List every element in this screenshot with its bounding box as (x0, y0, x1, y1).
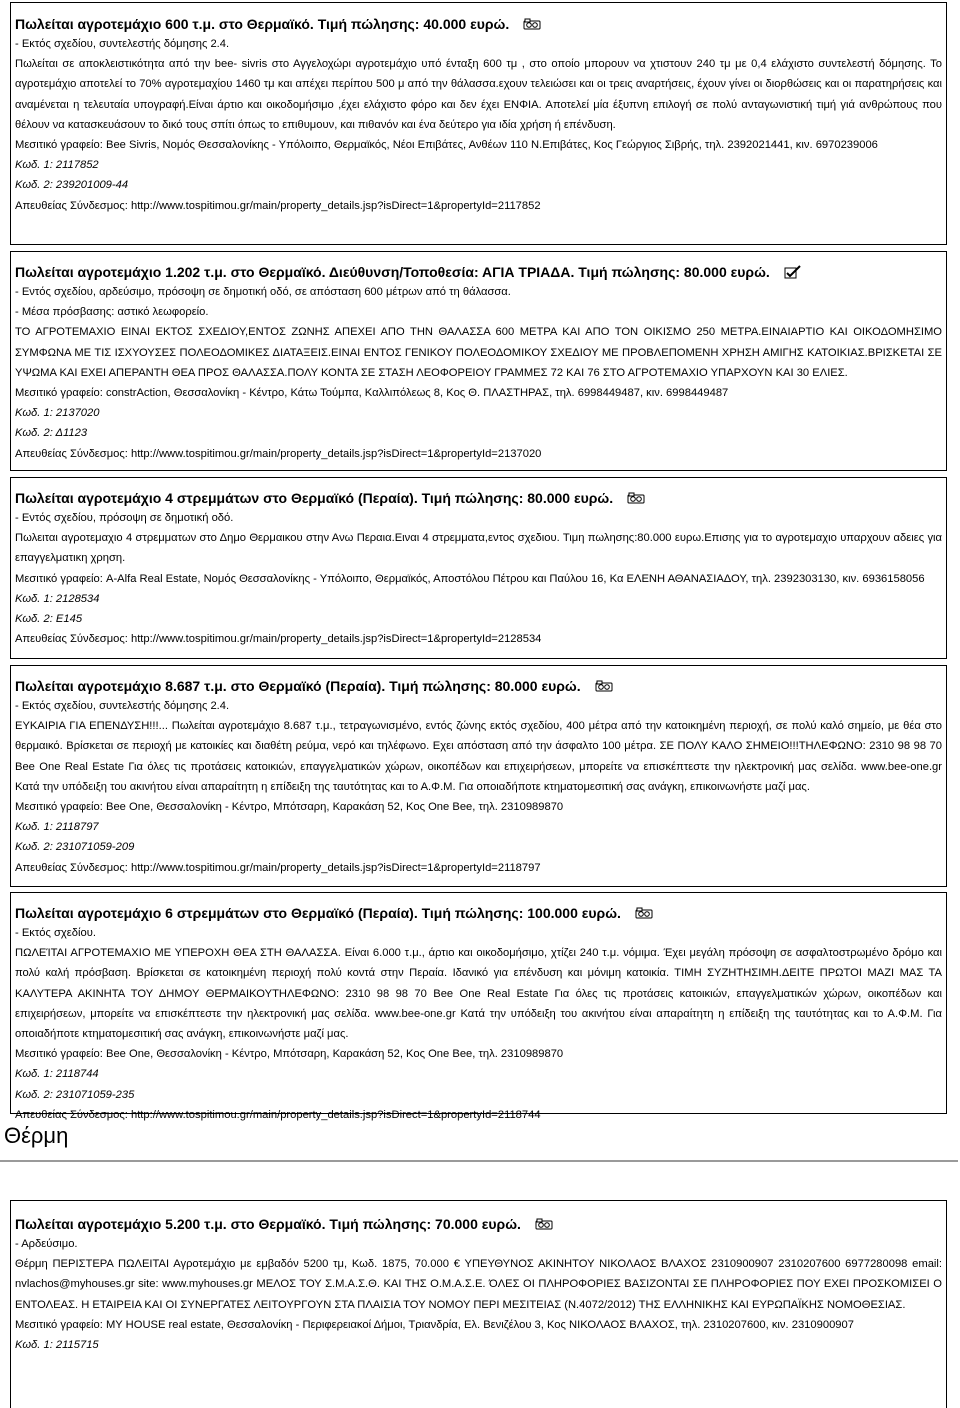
listing-link[interactable]: Απευθείας Σύνδεσμος: http://www.tospitimou.gr/main/property_details.jsp?isDirect=1&propertyId=2118797 (15, 861, 541, 874)
listing-feature: - Εντός σχεδίου, πρόσοψη σε δημοτική οδό. (15, 512, 234, 524)
listing-title-text: Πωλείται αγροτεμάχιο 5.200 τ.μ. στο Θερμαϊκό. Τιμή πώλησης: 70.000 ευρώ. (15, 1216, 521, 1232)
listing-description: Θέρμη ΠΕΡΙΣΤΕΡΑ ΠΩΛΕΙΤΑΙ Αγροτεμάχιο με εμβαδόν 5200 τμ, Κωδ. 1875, 70.000 € ΥΠΕΥΘΥΝΟΣ ΑΚΙΝΗΤΟΥ ΝΙΚΟΛΑΟΣ ΒΛΑΧΟΣ 2310900907 2310207600 6977280098 email: nvlachos@myhouses.gr site: www.myhouses.gr ΜΕΛΟΣ ΤΟΥ Σ.Μ.Α.Σ.Θ. ΚΑΙ ΤΗΣ Ο.Μ.Α.Σ.Ε. ΌΛΕΣ ΟΙ ΠΛΗΡΟΦΟΡΙΕΣ ΒΑΣΙΖΟΝΤΑΙ ΣΕ ΠΛΗΡΟΦΟΡΙΕΣ ΠΟΥ ΕΧΕΙ ΠΡΟΣΚΟΜΙΣΕΙ Ο ΕΝΤΟΛΕΑΣ. Η ΕΤΑΙΡΕΙΑ ΚΑΙ ΟΙ ΣΥΝΕΡΓΑΤΕΣ ΛΕΙΤΟΥΡΓΟΥΝ ΣΤΑ ΠΛΑΙΣΙΑ ΤΟΥ ΝΟΜΟΥ ΠΕΡΙ ΜΕΣΙΤΕΙΑΣ (Ν.4072/2012) ΤΗΣ ΕΛΛΗΝΙΚΗΣ ΚΑΙ ΕΥΡΩΠΑΪΚΗΣ ΝΟΜΟΘΕΣΙΑΣ. (15, 1258, 942, 1311)
camera-icon[interactable] (627, 492, 645, 504)
listing-code-1: Κωδ. 1: 2118797 (15, 821, 99, 834)
listing-code-1: Κωδ. 1: 2118744 (15, 1068, 99, 1081)
listing-feature: - Εκτός σχεδίου, συντελεστής δόμησης 2.4. (15, 38, 230, 50)
listing-6 (10, 1200, 947, 1408)
listing-title-text: Πωλείται αγροτεμάχιο 8.687 τ.μ. στο Θερμαϊκό (Περαία). Τιμή πώλησης: 80.000 ευρώ. (15, 678, 581, 694)
listing-title-text: Πωλείται αγροτεμάχιο 6 στρεμμάτων στο Θερμαϊκό (Περαία). Τιμή πώλησης: 100.000 ευρώ. (15, 905, 621, 921)
listing-code-2: Κωδ. 2: 239201009-44 (15, 179, 129, 192)
listing-title (15, 15, 942, 33)
listing-code-2: Κωδ. 2: Δ1123 (15, 427, 88, 440)
listing-description: Πωλείται σε αποκλειστικότητα από την bee- sivris στο Αγγελοχώρι αγροτεμάχιο υπό ένταξη 600 τμ , στο οποίο μπορουν να χτιστουν 240 τμ με 0,4 ελάχιστο συντελεστή δόμησης. Το αγροτεμάχιο αποτελεί το 70% αγροτεμαχίου 1460 τμ και απέχει περίπου 500 μ από την θάλασσα.εχουν τελειώσει και οι τρεις αναρτήσεις, έχουν γίνει οι διορθώσεις και οι παρατηρήσεις και αναμένεται η τελευταία υπογραφή.Είναι άρτιο και οικοδομήσιμο ,έχει ελάχιστο φόρο και δεν έχει ΕΝΦΙΑ. Αποτελεί μία έξυπνη επιλογή σε πολύ ανταγωνιστική τιμή γιά ανθρώπους που θέλουν να κατασκευάσουν το δικό τους σπίτι όπως το επιθυμουν, και πιθανόν και ένα δεύτερο για ιδία χρήση ή επένδυση. (15, 58, 942, 131)
listing-agent: Μεσιτικό γραφείο: Bee One, Θεσσαλονίκη - Κέντρο, Μπότσαρη, Καρακάση 52, Κος One Bee, τηλ. 2310989870 (15, 1048, 564, 1061)
listing-link[interactable]: Απευθείας Σύνδεσμος: http://www.tospitimou.gr/main/property_details.jsp?isDirect=1&propertyId=2118744 (15, 1108, 541, 1121)
listing-5 (10, 892, 947, 1121)
listing-title-text: Πωλείται αγροτεμάχιο 1.202 τ.μ. στο Θερμαϊκό. Διεύθυνση/Τοποθεσία: ΑΓΙΑ ΤΡΙΑΔΑ. Τιμή πώλησης: 80.000 ευρώ. (15, 264, 770, 280)
listing-feature: - Αρδεύσιμο. (15, 1238, 78, 1250)
camera-icon[interactable] (535, 1218, 553, 1230)
listing-2 (10, 251, 947, 471)
listing-agent: Μεσιτικό γραφείο: Bee Sivris, Νομός Θεσσαλονίκης - Υπόλοιπο, Θερμαϊκός, Νέοι Επιβάτες, Ανθέων 110 Ν.Επιβάτες, Κος Γεώργιος Σιβρής, τηλ. 2392021441, κιν. 6970239006 (15, 139, 878, 152)
listing-title (15, 489, 942, 507)
listing-title (15, 263, 942, 281)
listing-agent: Μεσιτικό γραφείο: A-Alfa Real Estate, Νομός Θεσσαλονίκης - Υπόλοιπο, Θερμαϊκός, Αποστόλου Πέτρου και Παύλου 16, Κα ΕΛΕΝΗ ΑΘΑΝΑΣΙΑΔΟΥ, τηλ. 2392303130, κιν. 6936158056 (15, 572, 925, 585)
listing-feature: - Εντός σχεδίου, αρδεύσιμο, πρόσοψη σε δημοτική οδό, σε απόσταση 600 μέτρων από τη θάλασσα. (15, 286, 511, 298)
listing-code-2: Κωδ. 2: E145 (15, 613, 83, 626)
listing-1 (10, 2, 947, 245)
listing-access: - Μέσα πρόσβασης: αστικό λεωφορείο. (15, 306, 209, 319)
listing-description: ΠΩΛΕΊΤΑΙ ΑΓΡΟΤΕΜΑΧΙΟ ΜΕ ΥΠΕΡΟΧΗ ΘΕΑ ΣΤΗ ΘΑΛΑΣΣΑ. Είναι 6.000 τ.μ., άρτιο και οικοδομήσιμο, χτίζει 240 τ.μ. νόμιμα. Έχει μεγάλη πρόσοψη σε ασφαλτοστρωμένο δρόμο και πολύ καλή πρόσβαση. Βρίσκεται σε κατοικημένη περιοχή πολύ κοντά στην Περαία. Ιδανικό για επένδυση και μόνιμη κατοικία. ΤΙΜΗ ΣΥΖΗΤΗΣΙΜΗ.ΔΕΙΤΕ ΠΡΩΤΟΙ ΜΑΖΙ ΜΑΣ ΤΑ ΚΑΛΥΤΕΡΑ ΑΚΙΝΗΤΑ ΤΟΥ ΔΗΜΟΥ ΘΕΡΜΑΙΚΟΥΤΗΛΕΦΩΝΟ: 2310 98 98 70 Bee One Real Estate Για όλες τις προτάσεις κατοικιών, επαγγελματικών χώρων, οικοπέδων και επιχειρήσεων, μπορείτε να επισκέπτεστε την ηλεκτρονική μας σελίδα. www.bee-one.gr Κατά την υπόδειξη του ακινήτου είναι απαραίτητη η επίδειξη της ταυτότητας και το Α.Φ.Μ. Για οποιαδήποτε κτηματομεσιτική σας ανάγκη, επικοινωνήστε μαζί μας. (15, 947, 942, 1041)
listing-code-1: Κωδ. 1: 2137020 (15, 407, 100, 420)
listing-feature: - Εκτός σχεδίου, συντελεστής δόμησης 2.4. (15, 700, 230, 712)
listing-description: ΕΥΚΑΙΡΙΑ ΓΙΑ ΕΠΕΝΔΥΣΗ!!!... Πωλείται αγροτεμάχιο 8.687 τ.μ., τετραγωνισμένο, εντός ζώνης εκτός σχεδίου, 400 μέτρα από την κατοικημένη περιοχή, σε πολύ καλό σημείο, με θέα στο θερμαικό. Βρίσκεται σε περιοχή με κατοικίες και διαθέτη ρεύμα, νερό και τηλέφωνο. Εχει απόσταση από την άσφαλτο 100 μέτρα. ΣΕ ΠΟΛΥ ΚΑΛΟ ΣΗΜΕΙΟ!!!ΤΗΛΕΦΩΝΟ: 2310 98 98 70 Bee One Real Estate Για όλες τις προτάσεις κατοικιών, επαγγελματικών χώρων, οικοπέδων και επιχειρήσεων, μπορείτε να επισκέπτεστε την ηλεκτρονική μας σελίδα. www.bee-one.gr Κατά την υπόδειξη του ακινήτου είναι απαραίτητη η επίδειξη της ταυτότητας και το Α.Φ.Μ. Για οποιαδήποτε κτηματομεσιτική σας ανάγκη, επικοινωνήστε μαζί μας. (15, 720, 942, 793)
listing-link[interactable]: Απευθείας Σύνδεσμος: http://www.tospitimou.gr/main/property_details.jsp?isDirect=1&propertyId=2128534 (15, 633, 542, 646)
listing-title-text: Πωλείται αγροτεμάχιο 600 τ.μ. στο Θερμαϊκό. Τιμή πώλησης: 40.000 ευρώ. (15, 16, 510, 32)
listing-code-2: Κωδ. 2: 231071059-235 (15, 1088, 135, 1101)
listing-feature: - Εκτός σχεδίου. (15, 927, 96, 939)
listing-agent: Μεσιτικό γραφείο: constrAction, Θεσσαλονίκη - Κέντρο, Κάτω Τούμπα, Καλλιπόλεως 8, Κος Θ. ΠΛΑΣΤΗΡΑΣ, τηλ. 6998449487, κιν. 6998449487 (15, 387, 729, 400)
checkmark-icon[interactable] (784, 265, 802, 279)
listing-title (15, 1215, 942, 1233)
listing-description: Πωλειται αγροτεμαχιο 4 στρεμματων στο Δημο Θερμαικου στην Ανω Περαια.Ειναι 4 στρεμματα,εντος σχεδιου. Τιμη πωλησης:80.000 ευρω.Επισης για το αγροτεμαχιο υπαρχουν αδειες για επαγγελματικη χρηση. (15, 532, 942, 565)
listing-title-text: Πωλείται αγροτεμάχιο 4 στρεμμάτων στο Θερμαϊκό (Περαία). Τιμή πώλησης: 80.000 ευρώ. (15, 490, 614, 506)
listing-link[interactable]: Απευθείας Σύνδεσμος: http://www.tospitimou.gr/main/property_details.jsp?isDirect=1&propertyId=2117852 (15, 199, 541, 212)
camera-icon[interactable] (595, 680, 613, 692)
listing-title (15, 677, 942, 695)
listing-agent: Μεσιτικό γραφείο: Bee One, Θεσσαλονίκη - Κέντρο, Μπότσαρη, Καρακάση 52, Κος One Bee, τηλ. 2310989870 (15, 801, 564, 814)
listing-6-viewport (10, 1200, 947, 1408)
listing-3 (10, 477, 947, 659)
listing-code-2: Κωδ. 2: 231071059-209 (15, 841, 135, 854)
listing-agent: Μεσιτικό γραφείο: MY HOUSE real estate, Θεσσαλονίκη - Περιφερειακοί Δήμοι, Τριανδρία, Ελ. Βενιζέλου 3, Κος ΝΙΚΟΛΑΟΣ ΒΛΑΧΟΣ, τηλ. 2310207600, κιν. 2310900907 (15, 1318, 854, 1331)
listing-code-1: Κωδ. 1: 2128534 (15, 592, 100, 605)
listing-title (15, 904, 942, 922)
listing-code-1: Κωδ. 1: 2115715 (15, 1339, 99, 1352)
listing-code-1: Κωδ. 1: 2117852 (15, 159, 99, 172)
section-heading: Θέρμη (4, 1123, 69, 1148)
camera-icon[interactable] (523, 18, 541, 30)
camera-icon[interactable] (635, 907, 653, 919)
section-divider (0, 1160, 958, 1162)
listing-link[interactable]: Απευθείας Σύνδεσμος: http://www.tospitimou.gr/main/property_details.jsp?isDirect=1&propertyId=2137020 (15, 447, 542, 460)
listing-4 (10, 665, 947, 887)
listing-description: ΤΟ ΑΓΡΟΤΕΜΑΧΙΟ ΕΙΝΑΙ ΕΚΤΟΣ ΣΧΕΔΙΟΥ,ΕΝΤΟΣ ΖΩΝΗΣ ΑΠΕΧΕΙ ΑΠΟ ΤΗΝ ΘΑΛΑΣΣΑ 600 ΜΕΤΡΑ ΚΑΙ ΑΠΟ ΤΟΝ ΟΙΚΙΣΜΟ 250 ΜΕΤΡΑ.ΕΙΝΑΙΑΡΤΙΟ ΚΑΙ ΟΙΚΟΔΟΜΗΣΙΜΟ ΣΥΜΦΩΝΑ ΜΕ ΤΙΣ ΙΣΧΥΟΥΣΕΣ ΠΟΛΕΟΔΟΜΙΚΕΣ ΔΙΑΤΑΞΕΙΣ.ΕΙΝΑΙ ΕΝΤΟΣ ΓΕΝΙΚΟΥ ΠΟΛΕΟΔΟΜΙΚΟΥ ΣΧΕΔΙΟΥ ΜΕ ΠΡΟΒΛΕΠΟΜΕΝΗ ΧΡΗΣΗ ΑΜΙΓΗΣ ΚΑΤΟΙΚΙΑΣ.ΒΡΙΣΚΕΤΑΙ ΣΕ ΥΨΩΜΑ ΚΑΙ ΕΧΕΙ ΑΠΕΡΑΝΤΗ ΘΕΑ ΠΡΟΣ ΘΑΛΑΣΣΑ.ΠΟΛΥ ΚΟΝΤΑ ΣΕ ΣΤΑΣΗ ΛΕΟΦΟΡΕΙΟΥ ΓΡΑΜΜΕΣ 72 ΚΑΙ 76 ΣΤΟ ΑΓΡΟΤΕΜΑΧΙΟ ΥΠΑΡΧΟΥΝ ΚΑΙ 30 ΕΛΙΕΣ. (15, 326, 942, 379)
